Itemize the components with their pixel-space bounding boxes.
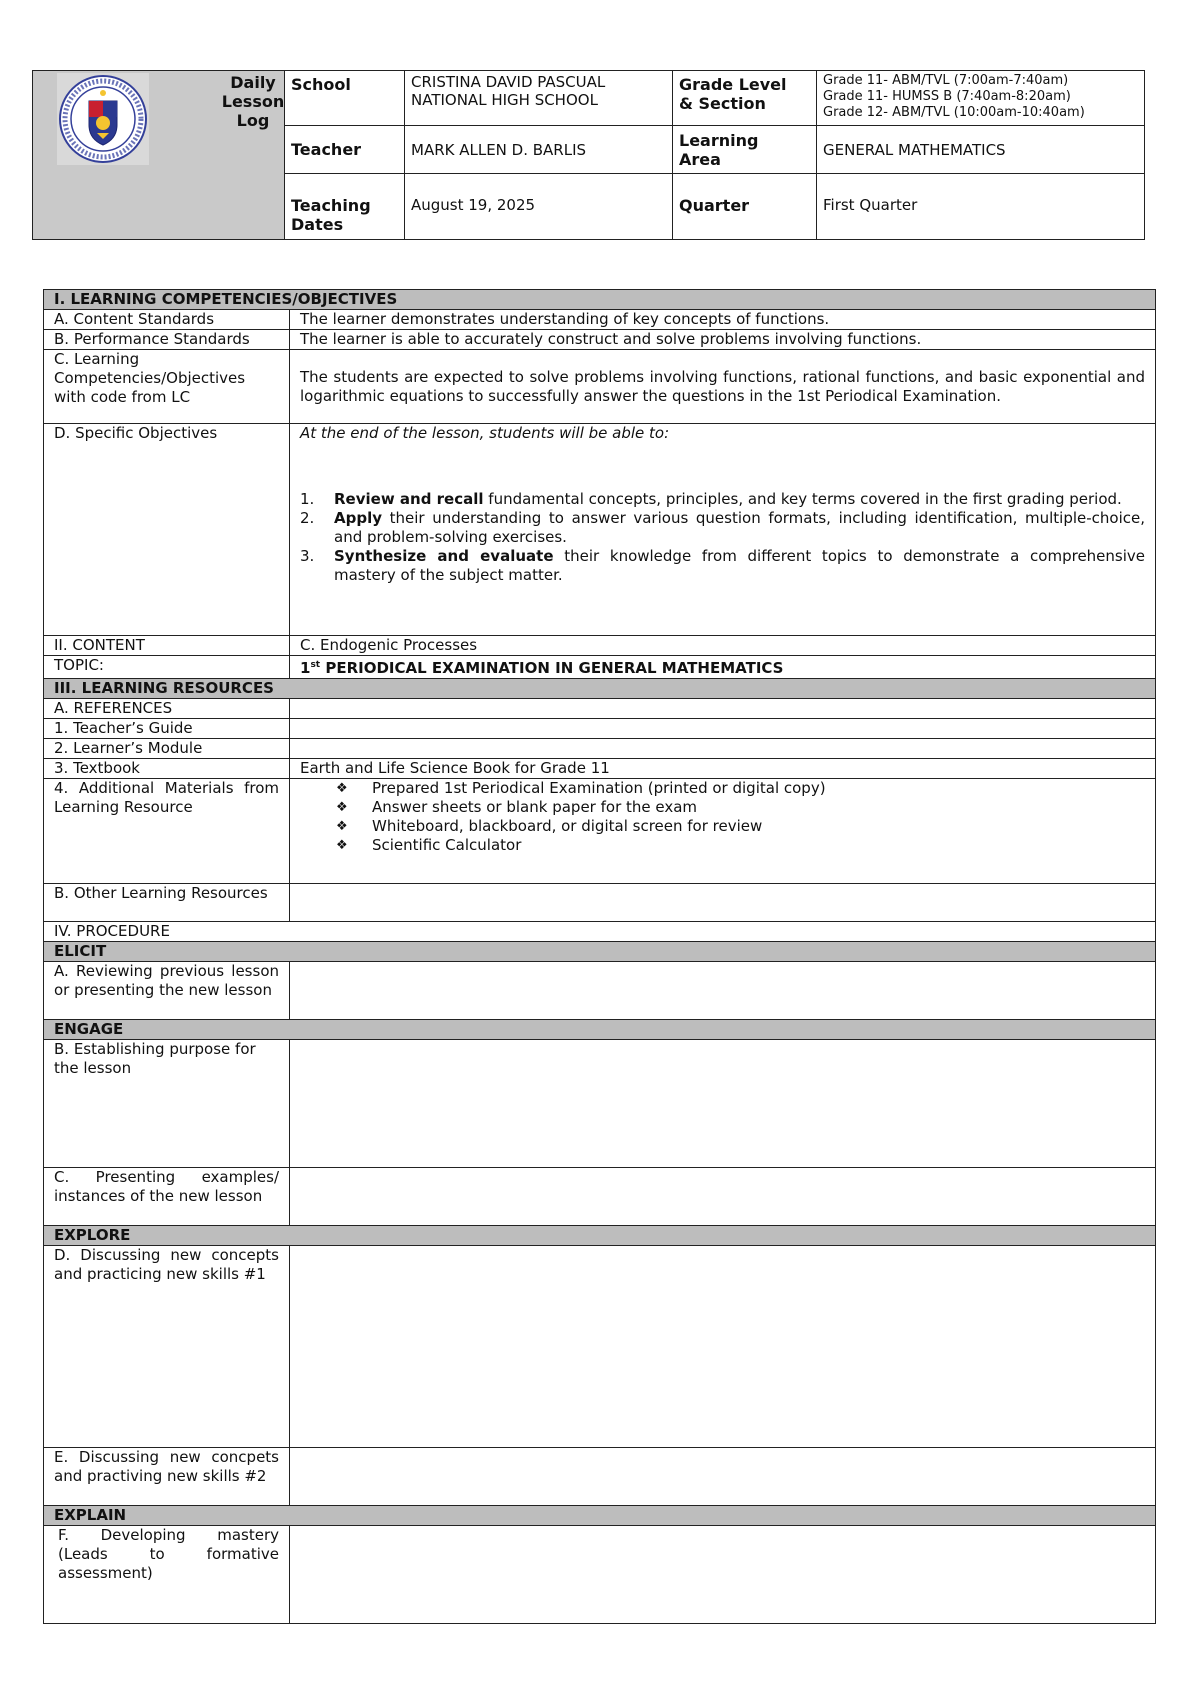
material-text: Prepared 1st Periodical Examination (printed or digital copy) (372, 779, 826, 797)
other-resources-label: B. Other Learning Resources (44, 884, 290, 922)
table-row (44, 884, 1156, 922)
table-row (44, 1526, 1156, 1624)
step-a-label: A. Reviewing previous lesson or presenting the new lesson (44, 962, 290, 1020)
performance-standards-value: The learner is able to accurately construct and solve problems involving functions. (290, 330, 1156, 350)
teacher-label: Teacher (285, 126, 405, 174)
doc-title-line: Lesson (221, 92, 285, 111)
content-value: C. Endogenic Processes (290, 636, 1156, 656)
table-row (44, 719, 1156, 739)
step-e-label: E. Discussing new concpets and practiving new skills #2 (44, 1448, 290, 1506)
table-row (44, 1168, 1156, 1226)
list-item (300, 509, 1145, 547)
list-item (300, 779, 1145, 798)
table-row (44, 739, 1156, 759)
objective-text: their understanding to answer various question formats, including identification, multiple-choice, and problem-solving exercises. (334, 509, 1146, 546)
content-standards-label: A. Content Standards (44, 310, 290, 330)
objectives-list (300, 490, 1145, 585)
objective-verb: Review and recall (334, 490, 484, 508)
additional-materials-label: 4. Additional Materials from Learning Resource (44, 779, 290, 884)
diamond-bullet-icon: ❖ (336, 781, 348, 796)
additional-materials-cell (290, 779, 1156, 884)
list-item (300, 836, 1145, 855)
specific-objectives-label: D. Specific Objectives (44, 424, 290, 636)
table-row (44, 330, 1156, 350)
doc-title-line: Daily (230, 73, 276, 92)
topic-suffix: st (310, 660, 321, 670)
school-value-line: NATIONAL HIGH SCHOOL (411, 91, 598, 109)
table-row (44, 1448, 1156, 1506)
table-row (44, 759, 1156, 779)
material-text: Whiteboard, blackboard, or digital screen for review (372, 817, 763, 835)
section-elicit-header: ELICIT (44, 942, 1156, 962)
topic-label: TOPIC: (44, 656, 290, 679)
material-text: Scientific Calculator (372, 836, 522, 854)
list-item (300, 490, 1145, 509)
step-f-label: F. Developing mastery (Leads to formative assessment) (44, 1526, 290, 1624)
step-b-value (290, 1040, 1156, 1168)
learning-competencies-value: The students are expected to solve problems involving functions, rational functions, and basic exponential and logarithmic equations to successfully answer the questions in the 1st Periodical Examination. (290, 350, 1156, 424)
table-row (44, 1040, 1156, 1168)
table-row (44, 424, 1156, 636)
dates-value: August 19, 2025 (405, 174, 673, 240)
teacher-value: MARK ALLEN D. BARLIS (405, 126, 673, 174)
quarter-label: Quarter (673, 174, 817, 240)
list-item (300, 798, 1145, 817)
table-row (44, 310, 1156, 330)
grade-label (673, 71, 817, 126)
grade-label-line: Grade Level (679, 75, 787, 94)
table-row (44, 636, 1156, 656)
area-label-line: Learning (679, 130, 759, 150)
textbook-value: Earth and Life Science Book for Grade 11 (290, 759, 1156, 779)
table-row (44, 922, 1156, 942)
section-row (44, 1506, 1156, 1526)
teachers-guide-value (290, 719, 1156, 739)
step-f-value (290, 1526, 1156, 1624)
section-objectives-header: I. LEARNING COMPETENCIES/OBJECTIVES (44, 290, 1156, 310)
specific-objectives-cell (290, 424, 1156, 636)
school-value (405, 71, 673, 126)
teachers-guide-label: 1. Teacher’s Guide (44, 719, 290, 739)
topic-value (290, 656, 1156, 679)
section-resources-header: III. LEARNING RESOURCES (44, 679, 1156, 699)
section-explore-header: EXPLORE (44, 1226, 1156, 1246)
procedure-label: IV. PROCEDURE (44, 922, 290, 942)
objective-number: 2. (300, 509, 315, 527)
section-row (44, 942, 1156, 962)
procedure-value (290, 922, 1156, 942)
step-d-value (290, 1246, 1156, 1448)
lesson-log-table (43, 289, 1156, 1624)
grade-label-line: & Section (679, 94, 766, 113)
learners-module-value (290, 739, 1156, 759)
references-label: A. REFERENCES (44, 699, 290, 719)
step-c-value (290, 1168, 1156, 1226)
logo-cell (33, 71, 285, 240)
other-resources-value (290, 884, 1156, 922)
objective-number: 1. (300, 490, 315, 508)
objective-number: 3. (300, 547, 315, 565)
step-c-label: C. Presenting examples/ instances of the new lesson (44, 1168, 290, 1226)
section-engage-header: ENGAGE (44, 1020, 1156, 1040)
diamond-bullet-icon: ❖ (336, 838, 348, 853)
table-row (44, 350, 1156, 424)
specific-objectives-intro: At the end of the lesson, students will be able to: (300, 424, 670, 442)
table-row (44, 1246, 1156, 1448)
topic-title: PERIODICAL EXAMINATION IN GENERAL MATHEMATICS (320, 659, 784, 677)
doc-title (183, 73, 323, 130)
step-b-label: B. Establishing purpose for the lesson (44, 1040, 290, 1168)
textbook-label: 3. Textbook (44, 759, 290, 779)
doc-title-line: Log (236, 111, 270, 130)
header-table (32, 70, 1145, 240)
materials-list (300, 779, 1145, 855)
deped-seal-logo (57, 73, 149, 165)
diamond-bullet-icon: ❖ (336, 819, 348, 834)
grade-value (817, 71, 1145, 126)
grade-value-line: Grade 11- ABM/TVL (7:00am-7:40am) (823, 73, 1069, 88)
dates-label (285, 174, 405, 240)
objective-verb: Apply (334, 509, 383, 527)
references-value (290, 699, 1156, 719)
section-row (44, 1020, 1156, 1040)
section-row (44, 1226, 1156, 1246)
step-a-value (290, 962, 1156, 1020)
quarter-value: First Quarter (817, 174, 1145, 240)
section-row (44, 290, 1156, 310)
learning-competencies-label: C. Learning Competencies/Objectives with code from LC (44, 350, 290, 424)
table-row (44, 779, 1156, 884)
school-value-line: CRISTINA DAVID PASCUAL (411, 73, 606, 91)
content-standards-value: The learner demonstrates understanding of key concepts of functions. (290, 310, 1156, 330)
dates-label-line: Teaching (291, 196, 371, 215)
area-value: GENERAL MATHEMATICS (817, 126, 1145, 174)
table-row (44, 656, 1156, 679)
table-row (44, 699, 1156, 719)
grade-value-line: Grade 12- ABM/TVL (10:00am-10:40am) (823, 105, 1085, 120)
content-label: II. CONTENT (44, 636, 290, 656)
diamond-bullet-icon: ❖ (336, 800, 348, 815)
area-label (673, 126, 817, 174)
section-row (44, 679, 1156, 699)
table-row (44, 962, 1156, 1020)
material-text: Answer sheets or blank paper for the exam (372, 798, 698, 816)
list-item (300, 817, 1145, 836)
topic-number: 1 (300, 659, 311, 677)
school-label: School (285, 71, 405, 126)
dates-label-line: Dates (291, 215, 344, 234)
objective-text: their knowledge from different topics to demonstrate a comprehensive mastery of the subject matter. (334, 547, 1146, 584)
area-label-line: Area (679, 149, 721, 169)
section-explain-header: EXPLAIN (44, 1506, 1156, 1526)
step-e-value (290, 1448, 1156, 1506)
objective-text: fundamental concepts, principles, and key terms covered in the first grading period. (483, 490, 1122, 508)
grade-value-line: Grade 11- HUMSS B (7:40am-8:20am) (823, 89, 1071, 104)
performance-standards-label: B. Performance Standards (44, 330, 290, 350)
list-item (300, 547, 1145, 585)
objective-verb: Synthesize and evaluate (334, 547, 554, 565)
learners-module-label: 2. Learner’s Module (44, 739, 290, 759)
step-d-label: D. Discussing new concepts and practicing new skills #1 (44, 1246, 290, 1448)
